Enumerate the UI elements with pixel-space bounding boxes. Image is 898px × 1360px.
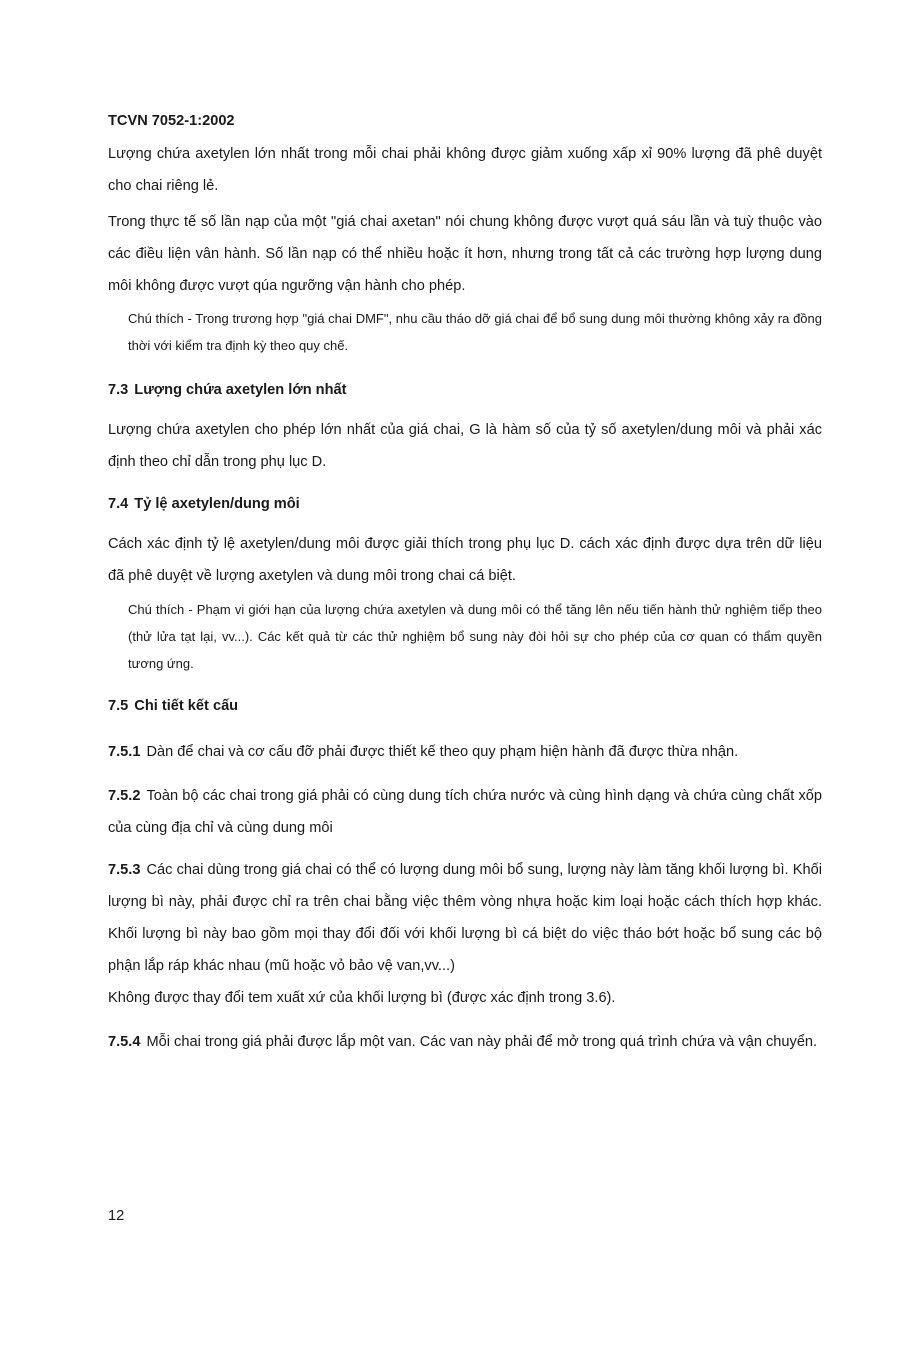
section-7-3-heading [108, 380, 822, 400]
note-limits: Chú thích - Phạm vi giới hạn của lượng chứa axetylen và dung môi có thể tăng lên nếu tiến hành thử nghiệm tiếp theo (thử lửa tạt lại, vv...). Các kết quả từ các thử nghiệm bổ sung này đòi hỏi sự cho phép của cơ quan có thẩm quyền tương ứng. [128, 602, 822, 671]
section-number: 7.3 [108, 382, 129, 398]
paragraph-tare-stamp: Không được thay đổi tem xuất xứ của khối lượng bì (được xác định trong 3.6). [108, 990, 616, 1006]
document-id: TCVN 7052-1:2002 [108, 113, 235, 129]
clause-number: 7.5.2 [108, 788, 141, 804]
page-number: 12 [108, 1208, 125, 1224]
clause-7-5-2 [108, 780, 822, 844]
clause-text: Toàn bộ các chai trong giá phải có cùng dung tích chứa nước và cùng hình dạng và chứa cùng chất xốp của cùng địa chỉ và cùng dung môi [108, 788, 822, 836]
paragraph-filling-count: Trong thực tế số lần nạp của một "giá chai axetan" nói chung không được vượt quá sáu lần và tuỳ thuộc vào các điều liện vân hành. Số lần nạp có thể nhiều hoặc ít hơn, nhưng trong tất cả các trường hợp lượng dung môi không được vượt qúa ngưỡng vận hành cho phép. [108, 214, 822, 294]
clause-7-5-1 [108, 736, 822, 768]
clause-7-5-4 [108, 1026, 822, 1058]
section-number: 7.5 [108, 698, 129, 714]
note-dmf: Chú thích - Trong trương hợp "giá chai DMF", nhu cầu tháo dỡ giá chai để bổ sung dung môi thường không xảy ra đồng thời với kiểm tra định kỳ theo quy chế. [128, 311, 822, 353]
clause-text: Mỗi chai trong giá phải được lắp một van. Các van này phải để mở trong quá trình chứa và vận chuyển. [146, 1034, 818, 1050]
clause-number: 7.5.1 [108, 744, 141, 760]
section-title: Chi tiết kết cấu [134, 698, 239, 714]
section-7-4-heading [108, 494, 822, 514]
paragraph-allowed-content: Lượng chứa axetylen cho phép lớn nhất của giá chai, G là hàm số của tỷ số axetylen/dung môi và phải xác định theo chỉ dẫn trong phụ lục D. [108, 422, 822, 470]
section-title: Lượng chứa axetylen lớn nhất [134, 382, 347, 398]
section-number: 7.4 [108, 496, 129, 512]
clause-text: Các chai dùng trong giá chai có thể có lượng dung môi bổ sung, lượng này làm tăng khối lượng bì. Khối lượng bì này, phải được chỉ ra trên chai bằng việc thêm vòng nhựa hoặc kim loại hoặc cách thích hợp khác. Khối lượng bì này bao gồm mọi thay đổi đối với khối lượng bì cá biệt do việc tháo bớt hoặc bổ sung các bộ phận lắp ráp khác nhau (mũ hoặc vỏ bảo vệ van,vv...) [108, 862, 822, 974]
clause-number: 7.5.4 [108, 1034, 141, 1050]
clause-7-5-3 [108, 854, 822, 982]
clause-text: Dàn để chai và cơ cấu đỡ phải được thiết kế theo quy phạm hiện hành đã được thừa nhận. [146, 744, 739, 760]
clause-number: 7.5.3 [108, 862, 141, 878]
paragraph-max-content: Lượng chứa axetylen lớn nhất trong mỗi chai phải không được giảm xuống xấp xỉ 90% lượng đã phê duyệt cho chai riêng lẻ. [108, 146, 822, 194]
paragraph-ratio: Cách xác định tỷ lệ axetylen/dung môi được giải thích trong phụ lục D. cách xác định được dựa trên dữ liệu đã phê duyệt về lượng axetylen và dung môi trong chai cá biệt. [108, 536, 822, 584]
section-title: Tỷ lệ axetylen/dung môi [134, 496, 300, 512]
section-7-5-heading [108, 696, 822, 716]
